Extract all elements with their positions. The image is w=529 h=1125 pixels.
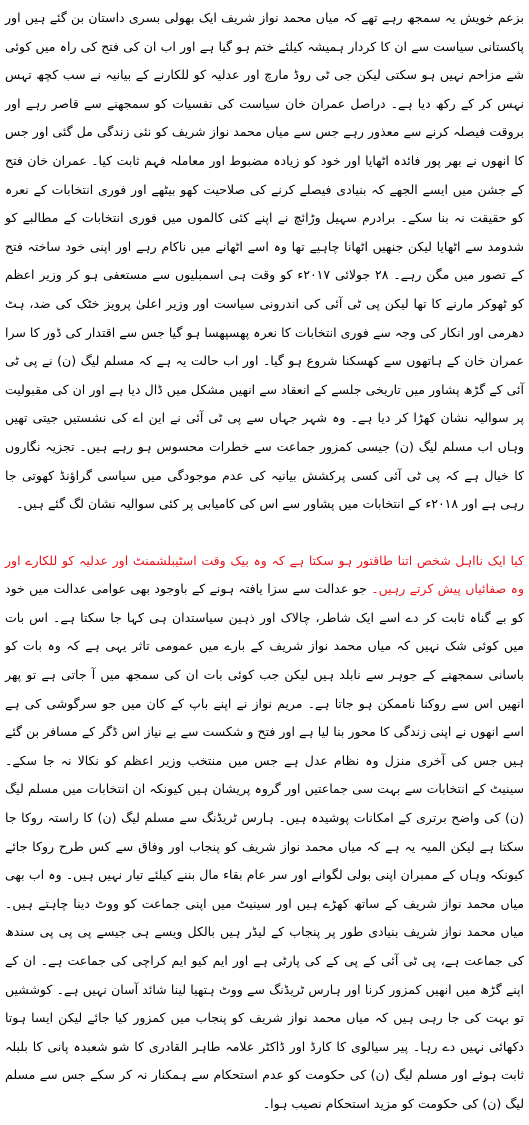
column-article: [5, 4, 524, 1119]
article-paragraph-1: بزعم خویش یہ سمجھ رہے تھے کہ میاں محمد نواز شریف ایک بھولی بسری داستان بن گئے ہیں اور پاکستانی سیاست سے ان کا کردار ہمیشہ کیلئے ختم ہو گیا ہے اور اب ان کی فتح کی راہ میں کوئی شے مزاحم نہیں ہو سکتی لیکن جی ٹی روڈ مارچ اور عدلیہ کو للکارنے کے بیانیہ نے سب کچھ تہس نہس کر کے رکھ دیا ہے۔ دراصل عمران خان سیاست کی نفسیات کو سمجھنے سے قاصر رہے اور بروقت فیصلہ کرنے سے معذور رہے جس سے میاں محمد نواز شریف کو نئی زندگی مل گئی اور جس کا انھوں نے بھر پور فائدہ اٹھایا اور خود کو زیادہ مضبوط اور معاملہ فہم ثابت کیا۔ عمران خان فتح کے جشن میں ایسے الجھے کہ بنیادی فیصلے کرنے کی صلاحیت کھو بیٹھے اور فوری انتخابات کے نعرہ کو حقیقت نہ بنا سکے۔ برادرم سہیل وڑائچ نے اپنے کئی کالموں میں فوری انتخابات کے مطالبے کو شدومد سے اٹھایا لیکن جنھیں اٹھانا چاہیے تھا وہ اسے اٹھانے میں ناکام رہے اور اپنی خود ساختہ فتح کے تصور میں مگن رہے۔ ۲۸ جولائی ۲۰۱۷ء کو وقت ہی اسمبلیوں سے مستعفی ہو کر وزیر اعظم کو ٹھوکر مارنے کا تھا لیکن پی ٹی آئی کی اندرونی سیاست اور وزیر اعلیٰ پرویز خٹک کی ضد، ہٹ دھرمی اور انکار کی وجہ سے فوری انتخابات کا نعرہ پھسپھسا ہو گیا جس سے اقتدار کی ڈور کا سرا عمران خان کے ہاتھوں سے کھسکنا شروع ہو گیا۔ اور اب حالت یہ ہے کہ مسلم لیگ (ن) نے پی ٹی آئی کے گڑھ پشاور میں تاریخی جلسے کے انعقاد سے انھیں مشکل میں ڈال دیا ہے اور ان کی مقبولیت پر سوالیہ نشان کھڑا کر دیا ہے۔ وہ شہر جہاں سے پی ٹی آئی نے این اے کی نشستیں جیتی تھیں وہاں اب مسلم لیگ (ن) جیسی کمزور جماعت سے خطرات محسوس ہو رہے ہیں۔ تجزیہ نگاروں کا خیال ہے کہ پی ٹی آئی کسی پرکشش بیانیہ کی عدم موجودگی میں سیاسی گراؤنڈ کھوتی جا رہی ہے اور ۲۰۱۸ء کے انتخابات میں پشاور سے اس کی کامیابی پر کئی سوالیہ نشان لگ گئے ہیں۔: [5, 10, 524, 512]
paragraph-divider: [5, 519, 524, 547]
paragraph-2-body: جو عدالت سے سزا یافتہ ہونے کے باوجود بھی عوامی عدالت میں خود کو بے گناہ ثابت کر دے اسے ایک شاطر، چالاک اور ذہین سیاستدان ہی کہا جا سکتا ہے۔ اس بات میں کوئی شک نہیں کہ میاں محمد نواز شریف کے بارے میں عمومی تاثر یہی ہے کہ وہ بات کو باسانی سمجھنے کے جوہر سے نابلد ہیں لیکن جب کوئی بات ان کی سمجھ میں آ جاتی ہے تو پھر انھیں اس سے روکنا ناممکن ہو جاتا ہے۔ مریم نواز نے اپنے باپ کے کان میں جو سرگوشی کی ہے اسے انھوں نے اپنی زندگی کا محور بنا لیا ہے اور فتح و شکست سے بے نیاز اس ڈگر کے مسافر بن گئے ہیں جس کی آخری منزل وہ نظام عدل ہے جس میں منتخب وزیر اعظم کو نکالا نہ جا سکے۔ سینیٹ کے انتخابات سے بہت سی جماعتیں اور گروہ پریشان ہیں کیونکہ ان انتخابات میں مسلم لیگ (ن) کی واضح برتری کے امکانات پوشیدہ ہیں۔ ہارس ٹریڈنگ سے مسلم لیگ (ن) کا راستہ روکا جا سکتا ہے لیکن المیہ یہ ہے کہ میاں محمد نواز شریف کو پنجاب اور وفاق سے کس طرح روکا جائے کیونکہ وہاں کے ممبران اپنی بولی لگوانے اور سر عام بقاء مال بننے کیلئے تیار نہیں ہیں۔ وہ اب بھی میاں محمد نواز شریف کے ساتھ کھڑے ہیں اور سینیٹ میں اپنی جماعت کو ووٹ دینا چاہتے ہیں۔ میاں محمد نواز شریف بنیادی طور پر پنجاب کے لیڈر ہیں بالکل ویسے ہی جیسے پی پی پی سندھ کی جماعت ہے، پی ٹی آئی کے پی کے کی پارٹی ہے اور ایم کیو ایم کراچی کی جماعت ہے۔ ان کے اپنے گڑھ میں انھیں کمزور کرنا اور ہارس ٹریڈنگ سے ووٹ ہتھیا لینا شائد آسان نہیں ہے۔ کوششیں تو بہت کی جا رہی ہیں کہ میاں محمد نواز شریف کو پنجاب میں کمزور کیا جائے لیکن ایسا ہوتا دکھائی نہیں دے رہا۔ پیر سیالوی کا کارڈ اور ڈاکٹر علامہ طاہر القادری کا شو شعبدہ پانی کا بلبلہ ثابت ہوئے اور مسلم لیگ (ن) کی حکومت کو عدم استحکام سے ہمکنار نہ کر سکے جس سے مسلم لیگ (ن) کی حکومت کو مزید استحکام نصیب ہوا۔: [5, 581, 524, 1111]
highlighted-question: کیا ایک نااہل شخص اتنا طاقتور ہو سکتا ہے کہ وہ بیک وقت اسٹیبلشمنٹ اور عدلیہ کو للکارے اور وہ صفائیاں پیش کرتے رہیں۔: [5, 552, 524, 597]
article-paragraph-2: [5, 547, 524, 1119]
